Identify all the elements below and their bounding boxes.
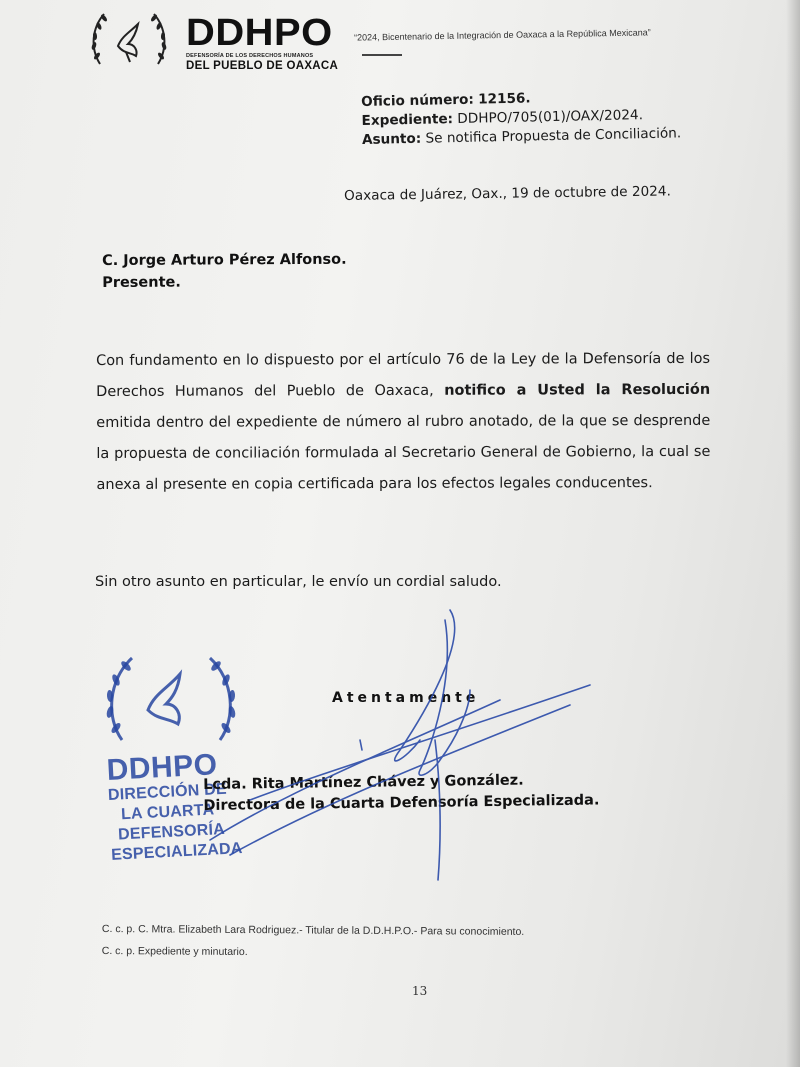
expediente-label: Expediente: [361,111,454,129]
page-number: 13 [412,984,428,998]
stamp-brand: DDHPO [105,748,219,787]
motto: “2024, Bicentenario de la Integración de Oaxaca a la República Mexicana” [353,27,651,43]
ccp-block [102,918,525,965]
stamp-line2: LA CUARTA [120,801,215,824]
motto-underline [362,54,402,56]
body-paragraph [96,344,711,501]
stamp-line1: DIRECCIÓN DE [107,780,228,804]
recipient-block [102,249,347,294]
page-edge-shadow [786,0,800,1067]
body-part3: emitida dentro del expediente de número al rubro anotado, de la que se desprende la propuesta de conciliación formulada al Secretario General de Gobierno, la cual se anexa al presente en copia certificada para los efectos legales conducentes. [96,412,711,493]
brand-name: DDHPO [186,12,333,54]
expediente-value: DDHPO/705(01)/OAX/2024. [457,107,644,127]
closing-line: Sin otro asunto en particular, le envío un cordial saludo. [95,574,502,590]
asunto-value: Se notifica Propuesta de Conciliación. [425,125,682,147]
recipient-presente: Presente. [102,274,181,291]
meta-block [361,86,681,150]
signatory-block [203,769,600,817]
ccp-line1: C. c. p. C. Mtra. Elizabeth Lara Rodriguez.- Titular de la D.D.H.P.O.- Para su conocimiento. [101,922,525,938]
recipient-name: C. Jorge Arturo Pérez Alfonso. [102,251,347,269]
brand-block [186,14,338,72]
body-part1: Con fundamento en lo dispuesto por el artículo 76 de la Ley de la Defensoría de los Derechos Humanos del Pueblo de Oaxaca, [96,350,711,400]
body-part2-bold: notifico a Usted la Resolución [444,381,711,399]
dove-laurel-icon [88,6,170,74]
brand-subtitle-line1: DEFENSORÍA DE LOS DERECHOS HUMANOS [186,53,314,59]
ccp-line2: C. c. p. Expediente y minutario. [101,944,248,959]
place-date: Oaxaca de Juárez, Oax., 19 de octubre de 2024. [344,183,671,204]
brand-subtitle-line2: DEL PUEBLO DE OAXACA [186,60,339,72]
stamp-line4: ESPECIALIZADA [110,839,243,864]
asunto-label: Asunto: [361,130,422,148]
signatory-name: Lcda. Rita Martínez Chávez y González. [203,772,524,793]
stamp-line3: DEFENSORÍA [117,820,226,844]
signatory-title: Directora de la Cuarta Defensoría Especializada. [203,792,600,814]
atentamente: Atentamente [332,690,480,706]
oficio-value: 12156. [477,90,531,108]
oficio-label: Oficio número: [361,91,474,110]
